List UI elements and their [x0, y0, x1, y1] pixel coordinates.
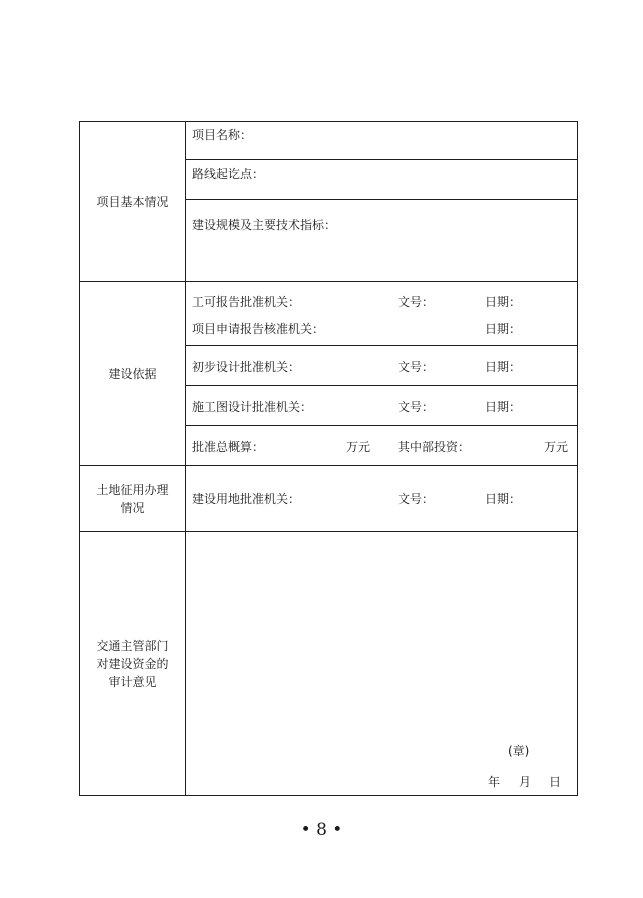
- ministry-invest-unit: 万元: [544, 440, 569, 454]
- construction-drawing-doc-no-label: 文号：: [398, 400, 435, 414]
- total-budget-unit: 万元: [346, 440, 371, 454]
- scale-label: 建设规模及主要技术指标：: [192, 218, 337, 232]
- ministry-invest-label: 其中部投资：: [398, 440, 471, 454]
- application-label: 项目申请报告核准机关：: [192, 322, 325, 336]
- page-number: • 8 •: [300, 820, 343, 840]
- feasibility-cell: [186, 282, 578, 346]
- preliminary-date-label: 日期：: [485, 360, 522, 374]
- audit-label-line2: 对建设资金的: [96, 656, 169, 671]
- audit-label-line3: 审计意见: [108, 674, 157, 689]
- total-budget-label: 批准总概算：: [192, 440, 265, 454]
- audit-label-cell: [80, 532, 186, 796]
- route-cell: [186, 160, 578, 200]
- budget-cell: [186, 426, 578, 466]
- preliminary-cell: [186, 346, 578, 386]
- feasibility-doc-no-label: 文号：: [398, 295, 435, 309]
- preliminary-doc-no-label: 文号：: [398, 360, 435, 374]
- seal-label: (章): [508, 744, 530, 758]
- audit-opinion-cell: [186, 532, 578, 796]
- month-label: 月: [519, 775, 532, 789]
- project-name-label: 项目名称：: [192, 128, 253, 142]
- feasibility-label: 工可报告批准机关：: [192, 295, 301, 309]
- project-basic-label-cell: [80, 122, 186, 282]
- construction-drawing-cell: [186, 386, 578, 426]
- application-date-label: 日期：: [485, 322, 522, 336]
- land-label-line1: 土地征用办理: [96, 482, 169, 497]
- project-basic-label: 项目基本情况: [96, 194, 169, 209]
- basis-label: 建设依据: [108, 366, 157, 381]
- route-label: 路线起讫点：: [192, 167, 265, 181]
- year-label: 年: [488, 775, 501, 789]
- preliminary-label: 初步设计批准机关：: [192, 360, 301, 374]
- construction-drawing-label: 施工图设计批准机关：: [192, 400, 313, 414]
- land-label-line2: 情况: [120, 500, 145, 515]
- land-approval-cell: [186, 466, 578, 532]
- land-approval-label: 建设用地批准机关：: [192, 492, 301, 506]
- day-label: 日: [549, 775, 562, 789]
- project-name-cell: [186, 122, 578, 160]
- land-label-cell: [80, 466, 186, 532]
- audit-label-line1: 交通主管部门: [96, 638, 169, 653]
- land-date-label: 日期：: [485, 492, 522, 506]
- land-doc-no-label: 文号：: [398, 492, 435, 506]
- feasibility-date-label: 日期：: [485, 295, 522, 309]
- scale-cell: [186, 200, 578, 282]
- project-info-form: [79, 121, 578, 796]
- construction-drawing-date-label: 日期：: [485, 400, 522, 414]
- basis-label-cell: [80, 282, 186, 466]
